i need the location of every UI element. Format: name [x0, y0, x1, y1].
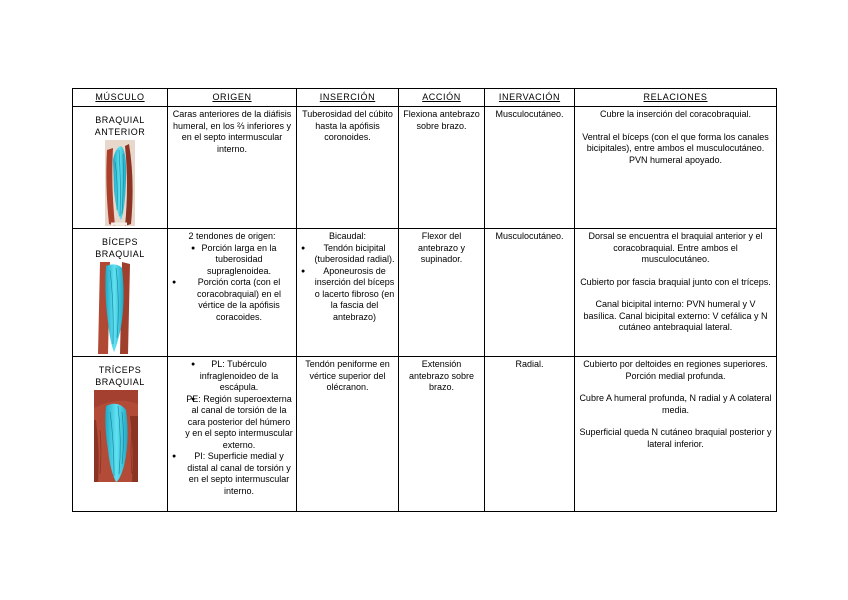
table-row — [73, 107, 777, 229]
origin-cell: Caras anteriores de la diáfisis humeral, en los ⅔ inferiores y en el septo intermuscular interno. — [168, 107, 297, 229]
relations-cell — [575, 229, 777, 357]
muscle-cell — [73, 357, 168, 512]
action-cell: Extensión antebrazo sobre brazo. — [399, 357, 485, 512]
header-insercion: INSERCIÓN — [297, 89, 399, 107]
relation-paragraph: Cubre la inserción del coracobraquial. — [599, 109, 752, 119]
list-item: ● PI: Superficie medial y distal al canal de torsión y en el septo intermuscular interno. — [171, 451, 293, 497]
list-item: ● Tendón bicipital (tuberosidad radial). — [300, 243, 395, 266]
table-row — [73, 229, 777, 357]
relation-paragraph: Ventral el bíceps (con el que forma los canales bicipitales), entre ambos el musculocutáneo. PVN humeral apoyado. — [582, 131, 769, 165]
origin-cell — [168, 229, 297, 357]
muscle-cell — [73, 107, 168, 229]
header-inervacion: INERVACIÓN — [485, 89, 575, 107]
header-relaciones: RELACIONES — [575, 89, 777, 107]
braquial-anterior-illustration — [101, 140, 139, 226]
header-musculo: MÚSCULO — [73, 89, 168, 107]
biceps-braquial-illustration — [98, 262, 130, 354]
relations-cell — [575, 357, 777, 512]
muscle-cell — [73, 229, 168, 357]
insertion-list — [300, 243, 395, 324]
list-item: ● PE: Región superoexterna al canal de torsión de la cara posterior del húmero y en el septo intermuscular externo. — [171, 394, 293, 452]
triceps-braquial-illustration — [94, 390, 138, 482]
action-cell: Flexiona antebrazo sobre brazo. — [399, 107, 485, 229]
insertion-cell: Tuberosidad del cúbito hasta la apófisis coronoides. — [297, 107, 399, 229]
innervation-cell: Musculocutáneo. — [485, 229, 575, 357]
action-cell: Flexor del antebrazo y supinador. — [399, 229, 485, 357]
relation-paragraph: Cubierto por deltoides en regiones superiores. Porción medial profunda. — [583, 359, 768, 381]
muscle-name: BÍCEPS BRAQUIAL — [95, 237, 145, 259]
insertion-cell — [297, 229, 399, 357]
innervation-cell: Musculocutáneo. — [485, 107, 575, 229]
list-item: ● Porción corta (con el coracobraquial) en el vértice de la apófisis coracoides. — [171, 277, 293, 323]
muscle-table — [72, 88, 777, 512]
origin-intro: 2 tendones de origen: — [188, 231, 276, 241]
table-row — [73, 357, 777, 512]
origin-list — [171, 243, 293, 324]
header-accion: ACCIÓN — [399, 89, 485, 107]
header-origen: ORIGEN — [168, 89, 297, 107]
list-item: ● PL: Tubérculo infraglenoideo de la escápula. — [171, 359, 293, 394]
header-row — [73, 89, 777, 107]
origin-list — [171, 359, 293, 497]
insertion-intro: Bicaudal: — [328, 231, 367, 241]
insertion-cell: Tendón peniforme en vértice superior del olécranon. — [297, 357, 399, 512]
relations-cell — [575, 107, 777, 229]
relation-paragraph: Canal bicipital interno: PVN humeral y V basílica. Canal bicipital externo: V cefálica y N cutáneo antebraquial lateral. — [583, 299, 768, 332]
relation-paragraph: Cubierto por fascia braquial junto con el tríceps. — [580, 276, 771, 287]
list-item: ● Aponeurosis de inserción del bíceps o lacerto fibroso (en la fascia del antebrazo) — [300, 266, 395, 324]
innervation-cell: Radial. — [485, 357, 575, 512]
list-item: ● Porción larga en la tuberosidad supraglenoidea. — [171, 243, 293, 278]
relation-paragraph: Dorsal se encuentra el braquial anterior y el coracobraquial. Entre ambos el musculocutáneo. — [588, 231, 763, 264]
muscle-name: TRÍCEPS BRAQUIAL — [95, 365, 145, 387]
muscle-name: BRAQUIAL ANTERIOR — [94, 115, 146, 137]
origin-cell — [168, 357, 297, 512]
relation-paragraph: Superficial queda N cutáneo braquial posterior y lateral inferior. — [579, 427, 772, 449]
relation-paragraph: Cubre A humeral profunda, N radial y A colateral media. — [579, 393, 772, 415]
